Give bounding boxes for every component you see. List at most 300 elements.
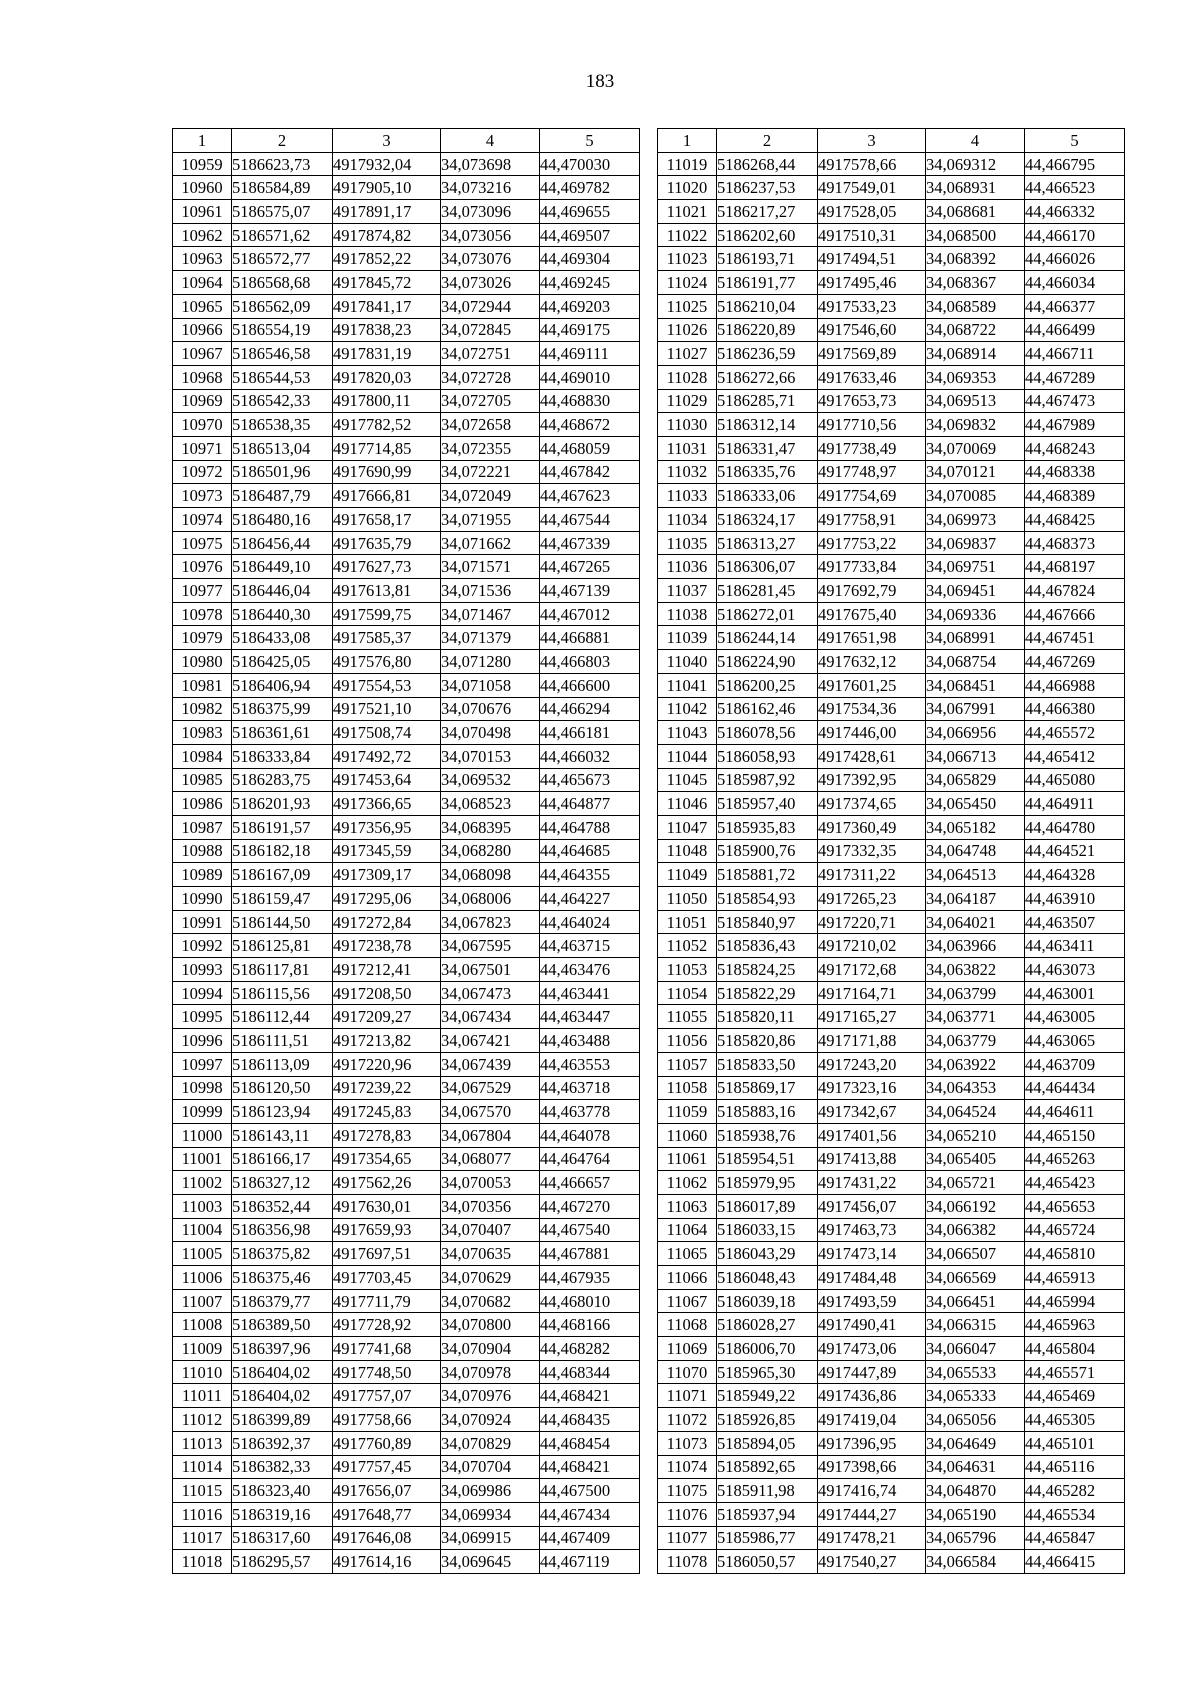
table-row (658, 1029, 1125, 1053)
point-number-cell: 11024 (658, 271, 717, 295)
table-row (658, 1218, 1125, 1242)
longitude-cell: 44,463065 (1025, 1029, 1125, 1053)
y-coordinate-cell: 4917710,56 (818, 413, 926, 437)
x-coordinate-cell: 5186236,59 (717, 342, 818, 366)
latitude-cell: 34,072751 (441, 342, 540, 366)
longitude-cell: 44,465534 (1025, 1502, 1125, 1526)
y-coordinate-cell: 4917758,66 (333, 1408, 441, 1432)
latitude-cell: 34,068589 (926, 294, 1025, 318)
x-coordinate-cell: 5186361,61 (232, 721, 333, 745)
point-number-cell: 11022 (658, 223, 717, 247)
x-coordinate-cell: 5185892,65 (717, 1455, 818, 1479)
longitude-cell: 44,464521 (1025, 839, 1125, 863)
x-coordinate-cell: 5186313,27 (717, 531, 818, 555)
latitude-cell: 34,068077 (441, 1147, 540, 1171)
table-row (658, 887, 1125, 911)
table-row (658, 1313, 1125, 1337)
column-header-1: 1 (658, 129, 717, 153)
longitude-cell: 44,465101 (1025, 1431, 1125, 1455)
point-number-cell: 11033 (658, 484, 717, 508)
table-row (173, 768, 640, 792)
x-coordinate-cell: 5186048,43 (717, 1266, 818, 1290)
table-row (658, 1123, 1125, 1147)
x-coordinate-cell: 5186382,33 (232, 1455, 333, 1479)
y-coordinate-cell: 4917630,01 (333, 1194, 441, 1218)
longitude-cell: 44,467339 (540, 531, 640, 555)
point-number-cell: 10998 (173, 1076, 232, 1100)
x-coordinate-cell: 5186112,44 (232, 1005, 333, 1029)
longitude-cell: 44,468243 (1025, 436, 1125, 460)
table-row (173, 721, 640, 745)
longitude-cell: 44,463488 (540, 1029, 640, 1053)
table-row (658, 508, 1125, 532)
y-coordinate-cell: 4917309,17 (333, 863, 441, 887)
x-coordinate-cell: 5186268,44 (717, 152, 818, 176)
latitude-cell: 34,069973 (926, 508, 1025, 532)
longitude-cell: 44,463709 (1025, 1052, 1125, 1076)
x-coordinate-cell: 5185926,85 (717, 1408, 818, 1432)
x-coordinate-cell: 5185854,93 (717, 887, 818, 911)
x-coordinate-cell: 5186017,89 (717, 1194, 818, 1218)
y-coordinate-cell: 4917656,07 (333, 1479, 441, 1503)
latitude-cell: 34,063822 (926, 958, 1025, 982)
y-coordinate-cell: 4917554,53 (333, 673, 441, 697)
table-row (658, 294, 1125, 318)
latitude-cell: 34,073216 (441, 176, 540, 200)
table-row (658, 1337, 1125, 1361)
point-number-cell: 11078 (658, 1550, 717, 1574)
y-coordinate-cell: 4917220,71 (818, 910, 926, 934)
y-coordinate-cell: 4917431,22 (818, 1171, 926, 1195)
y-coordinate-cell: 4917295,06 (333, 887, 441, 911)
latitude-cell: 34,066569 (926, 1266, 1025, 1290)
y-coordinate-cell: 4917172,68 (818, 958, 926, 982)
latitude-cell: 34,066507 (926, 1242, 1025, 1266)
table-row (173, 152, 640, 176)
x-coordinate-cell: 5186375,82 (232, 1242, 333, 1266)
latitude-cell: 34,069532 (441, 768, 540, 792)
y-coordinate-cell: 4917599,75 (333, 602, 441, 626)
table-row (173, 1171, 640, 1195)
x-coordinate-cell: 5186538,35 (232, 413, 333, 437)
point-number-cell: 11006 (173, 1266, 232, 1290)
x-coordinate-cell: 5186201,93 (232, 792, 333, 816)
y-coordinate-cell: 4917841,17 (333, 294, 441, 318)
latitude-cell: 34,067421 (441, 1029, 540, 1053)
longitude-cell: 44,468373 (1025, 531, 1125, 555)
point-number-cell: 11010 (173, 1360, 232, 1384)
latitude-cell: 34,069986 (441, 1479, 540, 1503)
y-coordinate-cell: 4917714,85 (333, 436, 441, 460)
table-row (173, 508, 640, 532)
x-coordinate-cell: 5186544,53 (232, 365, 333, 389)
latitude-cell: 34,068395 (441, 815, 540, 839)
latitude-cell: 34,068367 (926, 271, 1025, 295)
longitude-cell: 44,466294 (540, 697, 640, 721)
latitude-cell: 34,069837 (926, 531, 1025, 555)
y-coordinate-cell: 4917635,79 (333, 531, 441, 555)
point-number-cell: 11009 (173, 1337, 232, 1361)
table-row (173, 1005, 640, 1029)
longitude-cell: 44,467881 (540, 1242, 640, 1266)
point-number-cell: 10970 (173, 413, 232, 437)
latitude-cell: 34,070356 (441, 1194, 540, 1218)
y-coordinate-cell: 4917209,27 (333, 1005, 441, 1029)
table-row (173, 1123, 640, 1147)
latitude-cell: 34,069915 (441, 1526, 540, 1550)
point-number-cell: 11052 (658, 934, 717, 958)
x-coordinate-cell: 5186392,37 (232, 1431, 333, 1455)
x-coordinate-cell: 5186568,68 (232, 271, 333, 295)
point-number-cell: 11076 (658, 1502, 717, 1526)
y-coordinate-cell: 4917428,61 (818, 744, 926, 768)
latitude-cell: 34,068006 (441, 887, 540, 911)
y-coordinate-cell: 4917753,22 (818, 531, 926, 555)
table-row (658, 1242, 1125, 1266)
y-coordinate-cell: 4917243,20 (818, 1052, 926, 1076)
point-number-cell: 11007 (173, 1289, 232, 1313)
latitude-cell: 34,071467 (441, 602, 540, 626)
x-coordinate-cell: 5186306,07 (717, 555, 818, 579)
table-row (658, 1100, 1125, 1124)
longitude-cell: 44,470030 (540, 152, 640, 176)
point-number-cell: 11072 (658, 1408, 717, 1432)
y-coordinate-cell: 4917311,22 (818, 863, 926, 887)
y-coordinate-cell: 4917494,51 (818, 247, 926, 271)
table-row (658, 839, 1125, 863)
latitude-cell: 34,073026 (441, 271, 540, 295)
longitude-cell: 44,468435 (540, 1408, 640, 1432)
latitude-cell: 34,069645 (441, 1550, 540, 1574)
y-coordinate-cell: 4917239,22 (333, 1076, 441, 1100)
y-coordinate-cell: 4917782,52 (333, 413, 441, 437)
y-coordinate-cell: 4917653,73 (818, 389, 926, 413)
latitude-cell: 34,065533 (926, 1360, 1025, 1384)
longitude-cell: 44,469010 (540, 365, 640, 389)
latitude-cell: 34,071379 (441, 626, 540, 650)
x-coordinate-cell: 5185883,16 (717, 1100, 818, 1124)
x-coordinate-cell: 5186237,53 (717, 176, 818, 200)
latitude-cell: 34,070978 (441, 1360, 540, 1384)
latitude-cell: 34,069751 (926, 555, 1025, 579)
y-coordinate-cell: 4917473,06 (818, 1337, 926, 1361)
longitude-cell: 44,465724 (1025, 1218, 1125, 1242)
point-number-cell: 10963 (173, 247, 232, 271)
latitude-cell: 34,067529 (441, 1076, 540, 1100)
longitude-cell: 44,468166 (540, 1313, 640, 1337)
longitude-cell: 44,469245 (540, 271, 640, 295)
table-row (658, 1076, 1125, 1100)
y-coordinate-cell: 4917354,65 (333, 1147, 441, 1171)
y-coordinate-cell: 4917534,36 (818, 697, 926, 721)
latitude-cell: 34,073096 (441, 200, 540, 224)
longitude-cell: 44,467289 (1025, 365, 1125, 389)
longitude-cell: 44,465080 (1025, 768, 1125, 792)
x-coordinate-cell: 5186050,57 (717, 1550, 818, 1574)
x-coordinate-cell: 5185840,97 (717, 910, 818, 934)
longitude-cell: 44,466881 (540, 626, 640, 650)
latitude-cell: 34,063922 (926, 1052, 1025, 1076)
x-coordinate-cell: 5186166,17 (232, 1147, 333, 1171)
latitude-cell: 34,070924 (441, 1408, 540, 1432)
x-coordinate-cell: 5186202,60 (717, 223, 818, 247)
longitude-cell: 44,467473 (1025, 389, 1125, 413)
longitude-cell: 44,467451 (1025, 626, 1125, 650)
latitude-cell: 34,065333 (926, 1384, 1025, 1408)
longitude-cell: 44,465116 (1025, 1455, 1125, 1479)
longitude-cell: 44,463476 (540, 958, 640, 982)
longitude-cell: 44,464355 (540, 863, 640, 887)
point-number-cell: 10965 (173, 294, 232, 318)
point-number-cell: 10966 (173, 318, 232, 342)
y-coordinate-cell: 4917891,17 (333, 200, 441, 224)
table-row (173, 436, 640, 460)
point-number-cell: 10992 (173, 934, 232, 958)
point-number-cell: 11070 (658, 1360, 717, 1384)
longitude-cell: 44,467409 (540, 1526, 640, 1550)
table-row (173, 271, 640, 295)
y-coordinate-cell: 4917444,27 (818, 1502, 926, 1526)
longitude-cell: 44,468421 (540, 1455, 640, 1479)
y-coordinate-cell: 4917748,50 (333, 1360, 441, 1384)
y-coordinate-cell: 4917690,99 (333, 460, 441, 484)
latitude-cell: 34,072705 (441, 389, 540, 413)
longitude-cell: 44,465263 (1025, 1147, 1125, 1171)
y-coordinate-cell: 4917845,72 (333, 271, 441, 295)
y-coordinate-cell: 4917627,73 (333, 555, 441, 579)
table-row (173, 934, 640, 958)
y-coordinate-cell: 4917398,66 (818, 1455, 926, 1479)
latitude-cell: 34,065056 (926, 1408, 1025, 1432)
table-row (658, 1266, 1125, 1290)
longitude-cell: 44,466170 (1025, 223, 1125, 247)
longitude-cell: 44,463411 (1025, 934, 1125, 958)
y-coordinate-cell: 4917416,74 (818, 1479, 926, 1503)
point-number-cell: 10989 (173, 863, 232, 887)
latitude-cell: 34,067823 (441, 910, 540, 934)
page-number: 183 (585, 71, 615, 92)
point-number-cell: 11075 (658, 1479, 717, 1503)
point-number-cell: 11063 (658, 1194, 717, 1218)
point-number-cell: 11002 (173, 1171, 232, 1195)
table-row (173, 413, 640, 437)
x-coordinate-cell: 5186312,14 (717, 413, 818, 437)
table-row (658, 152, 1125, 176)
longitude-cell: 44,465810 (1025, 1242, 1125, 1266)
x-coordinate-cell: 5185986,77 (717, 1526, 818, 1550)
table-header-row (658, 129, 1125, 153)
point-number-cell: 10969 (173, 389, 232, 413)
latitude-cell: 34,067804 (441, 1123, 540, 1147)
longitude-cell: 44,467270 (540, 1194, 640, 1218)
table-row (173, 1384, 640, 1408)
point-number-cell: 11040 (658, 650, 717, 674)
table-body (658, 152, 1125, 1573)
x-coordinate-cell: 5186244,14 (717, 626, 818, 650)
y-coordinate-cell: 4917703,45 (333, 1266, 441, 1290)
x-coordinate-cell: 5186575,07 (232, 200, 333, 224)
longitude-cell: 44,466332 (1025, 200, 1125, 224)
longitude-cell: 44,466523 (1025, 176, 1125, 200)
x-coordinate-cell: 5186285,71 (717, 389, 818, 413)
longitude-cell: 44,467265 (540, 555, 640, 579)
point-number-cell: 11035 (658, 531, 717, 555)
table-row (658, 650, 1125, 674)
y-coordinate-cell: 4917659,93 (333, 1218, 441, 1242)
longitude-cell: 44,465423 (1025, 1171, 1125, 1195)
point-number-cell: 10984 (173, 744, 232, 768)
x-coordinate-cell: 5185911,98 (717, 1479, 818, 1503)
point-number-cell: 11054 (658, 981, 717, 1005)
latitude-cell: 34,070704 (441, 1455, 540, 1479)
x-coordinate-cell: 5185900,76 (717, 839, 818, 863)
y-coordinate-cell: 4917220,96 (333, 1052, 441, 1076)
point-number-cell: 10981 (173, 673, 232, 697)
table-body (173, 152, 640, 1573)
longitude-cell: 44,466711 (1025, 342, 1125, 366)
x-coordinate-cell: 5185836,43 (717, 934, 818, 958)
latitude-cell: 34,071058 (441, 673, 540, 697)
table-row (173, 1526, 640, 1550)
y-coordinate-cell: 4917278,83 (333, 1123, 441, 1147)
point-number-cell: 10974 (173, 508, 232, 532)
table-row (658, 247, 1125, 271)
x-coordinate-cell: 5186319,16 (232, 1502, 333, 1526)
table-row (173, 863, 640, 887)
longitude-cell: 44,464078 (540, 1123, 640, 1147)
x-coordinate-cell: 5186167,09 (232, 863, 333, 887)
x-coordinate-cell: 5186125,81 (232, 934, 333, 958)
y-coordinate-cell: 4917396,95 (818, 1431, 926, 1455)
longitude-cell: 44,465913 (1025, 1266, 1125, 1290)
latitude-cell: 34,066315 (926, 1313, 1025, 1337)
longitude-cell: 44,466795 (1025, 152, 1125, 176)
latitude-cell: 34,070904 (441, 1337, 540, 1361)
point-number-cell: 10985 (173, 768, 232, 792)
longitude-cell: 44,469304 (540, 247, 640, 271)
longitude-cell: 44,468059 (540, 436, 640, 460)
table-row (658, 1194, 1125, 1218)
y-coordinate-cell: 4917614,16 (333, 1550, 441, 1574)
point-number-cell: 11059 (658, 1100, 717, 1124)
y-coordinate-cell: 4917463,73 (818, 1218, 926, 1242)
x-coordinate-cell: 5186331,47 (717, 436, 818, 460)
point-number-cell: 11016 (173, 1502, 232, 1526)
coordinates-table-left (172, 128, 640, 1574)
table-row (173, 1218, 640, 1242)
latitude-cell: 34,069312 (926, 152, 1025, 176)
x-coordinate-cell: 5186323,40 (232, 1479, 333, 1503)
latitude-cell: 34,066047 (926, 1337, 1025, 1361)
table-row (173, 1076, 640, 1100)
latitude-cell: 34,066584 (926, 1550, 1025, 1574)
longitude-cell: 44,467666 (1025, 602, 1125, 626)
latitude-cell: 34,072355 (441, 436, 540, 460)
y-coordinate-cell: 4917272,84 (333, 910, 441, 934)
point-number-cell: 10996 (173, 1029, 232, 1053)
x-coordinate-cell: 5186513,04 (232, 436, 333, 460)
latitude-cell: 34,071662 (441, 531, 540, 555)
x-coordinate-cell: 5185957,40 (717, 792, 818, 816)
latitude-cell: 34,064353 (926, 1076, 1025, 1100)
longitude-cell: 44,468421 (540, 1384, 640, 1408)
x-coordinate-cell: 5186317,60 (232, 1526, 333, 1550)
x-coordinate-cell: 5186220,89 (717, 318, 818, 342)
longitude-cell: 44,464780 (1025, 815, 1125, 839)
table-row (658, 1052, 1125, 1076)
y-coordinate-cell: 4917446,00 (818, 721, 926, 745)
longitude-cell: 44,464788 (540, 815, 640, 839)
y-coordinate-cell: 4917820,03 (333, 365, 441, 389)
x-coordinate-cell: 5186399,89 (232, 1408, 333, 1432)
table-row (173, 342, 640, 366)
table-row (173, 1194, 640, 1218)
longitude-cell: 44,467842 (540, 460, 640, 484)
longitude-cell: 44,468282 (540, 1337, 640, 1361)
latitude-cell: 34,071280 (441, 650, 540, 674)
y-coordinate-cell: 4917492,72 (333, 744, 441, 768)
table-row (658, 721, 1125, 745)
table-row (658, 1550, 1125, 1574)
x-coordinate-cell: 5185938,76 (717, 1123, 818, 1147)
point-number-cell: 11030 (658, 413, 717, 437)
longitude-cell: 44,463073 (1025, 958, 1125, 982)
y-coordinate-cell: 4917741,68 (333, 1337, 441, 1361)
point-number-cell: 11039 (658, 626, 717, 650)
point-number-cell: 10968 (173, 365, 232, 389)
x-coordinate-cell: 5186043,29 (717, 1242, 818, 1266)
x-coordinate-cell: 5186333,06 (717, 484, 818, 508)
longitude-cell: 44,464611 (1025, 1100, 1125, 1124)
table-row (658, 365, 1125, 389)
latitude-cell: 34,068754 (926, 650, 1025, 674)
longitude-cell: 44,469782 (540, 176, 640, 200)
y-coordinate-cell: 4917546,60 (818, 318, 926, 342)
table-row (658, 1289, 1125, 1313)
latitude-cell: 34,063771 (926, 1005, 1025, 1029)
longitude-cell: 44,465673 (540, 768, 640, 792)
longitude-cell: 44,463910 (1025, 887, 1125, 911)
latitude-cell: 34,070629 (441, 1266, 540, 1290)
x-coordinate-cell: 5186191,57 (232, 815, 333, 839)
x-coordinate-cell: 5186404,02 (232, 1360, 333, 1384)
point-number-cell: 11013 (173, 1431, 232, 1455)
x-coordinate-cell: 5186281,45 (717, 579, 818, 603)
table-row (658, 934, 1125, 958)
x-coordinate-cell: 5186033,15 (717, 1218, 818, 1242)
x-coordinate-cell: 5186406,94 (232, 673, 333, 697)
y-coordinate-cell: 4917754,69 (818, 484, 926, 508)
point-number-cell: 10990 (173, 887, 232, 911)
y-coordinate-cell: 4917528,05 (818, 200, 926, 224)
latitude-cell: 34,070682 (441, 1289, 540, 1313)
longitude-cell: 44,467544 (540, 508, 640, 532)
y-coordinate-cell: 4917456,07 (818, 1194, 926, 1218)
x-coordinate-cell: 5185820,86 (717, 1029, 818, 1053)
longitude-cell: 44,464764 (540, 1147, 640, 1171)
latitude-cell: 34,066382 (926, 1218, 1025, 1242)
x-coordinate-cell: 5185965,30 (717, 1360, 818, 1384)
point-number-cell: 10980 (173, 650, 232, 674)
point-number-cell: 10997 (173, 1052, 232, 1076)
y-coordinate-cell: 4917171,88 (818, 1029, 926, 1053)
latitude-cell: 34,065405 (926, 1147, 1025, 1171)
point-number-cell: 10995 (173, 1005, 232, 1029)
point-number-cell: 11027 (658, 342, 717, 366)
point-number-cell: 11019 (658, 152, 717, 176)
table-row (173, 176, 640, 200)
point-number-cell: 10979 (173, 626, 232, 650)
